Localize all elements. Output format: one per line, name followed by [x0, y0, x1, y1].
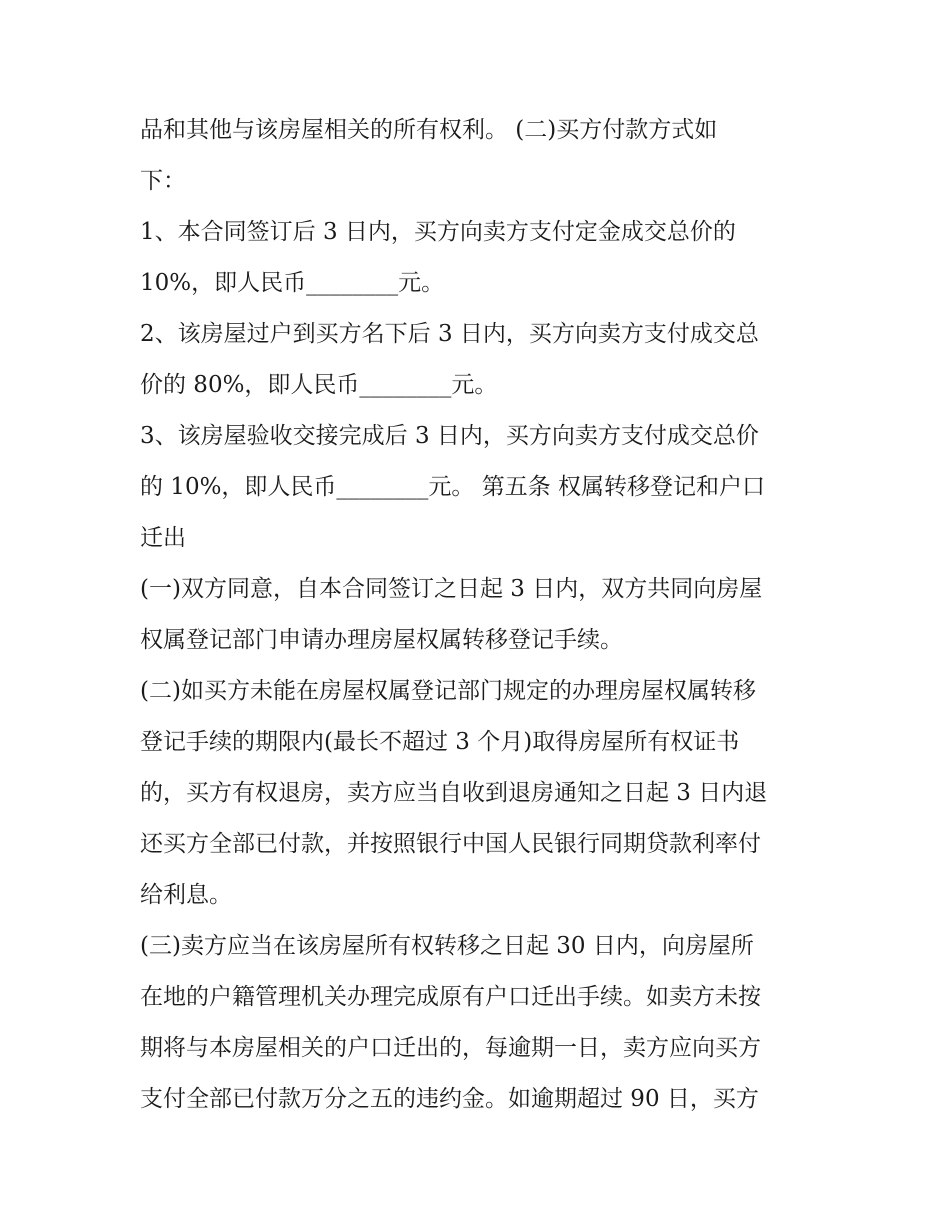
text-line: 2、该房屋过户到买方名下后 3 日内，买方向卖方支付成交总 [140, 321, 759, 347]
text-line: 下： [140, 168, 186, 194]
text-line: 的 10%，即人民币________元。 第五条 权属转移登记和户口 [140, 474, 766, 500]
text-line: 登记手续的期限内(最长不超过 3 个月)取得房屋所有权证书 [140, 729, 740, 755]
text-line: 价的 80%，即人民币________元。 [140, 372, 498, 398]
text-line: 期将与本房屋相关的户口迁出的，每逾期一日，卖方应向买方 [140, 1035, 761, 1061]
text-line: 支付全部已付款万分之五的违约金。如逾期超过 90 日，买方 [140, 1086, 759, 1112]
text-line: 品和其他与该房屋相关的所有权利。 (二)买方付款方式如 [140, 117, 718, 143]
text-line: (三)卖方应当在该房屋所有权转移之日起 30 日内，向房屋所 [140, 933, 754, 959]
text-line: 的，买方有权退房，卖方应当自收到退房通知之日起 3 日内退 [140, 780, 768, 806]
text-line: 还买方全部已付款，并按照银行中国人民银行同期贷款利率付 [140, 831, 761, 857]
contract-text [140, 105, 820, 1125]
text-line: 权属登记部门申请办理房屋权属转移登记手续。 [140, 627, 623, 653]
text-line: 给利息。 [140, 882, 232, 908]
text-line: 1、本合同签订后 3 日内，买方向卖方支付定金成交总价的 [140, 219, 736, 245]
text-line: 3、该房屋验收交接完成后 3 日内，买方向卖方支付成交总价 [140, 423, 759, 449]
text-line: 10%，即人民币________元。 [140, 270, 445, 296]
text-line: (一)双方同意，自本合同签订之日起 3 日内，双方共同向房屋 [140, 576, 763, 602]
text-line: 在地的户籍管理机关办理完成原有户口迁出手续。如卖方未按 [140, 984, 761, 1010]
text-line: 迁出 [140, 525, 186, 551]
text-line: (二)如买方未能在房屋权属登记部门规定的办理房屋权属转移 [140, 678, 756, 704]
